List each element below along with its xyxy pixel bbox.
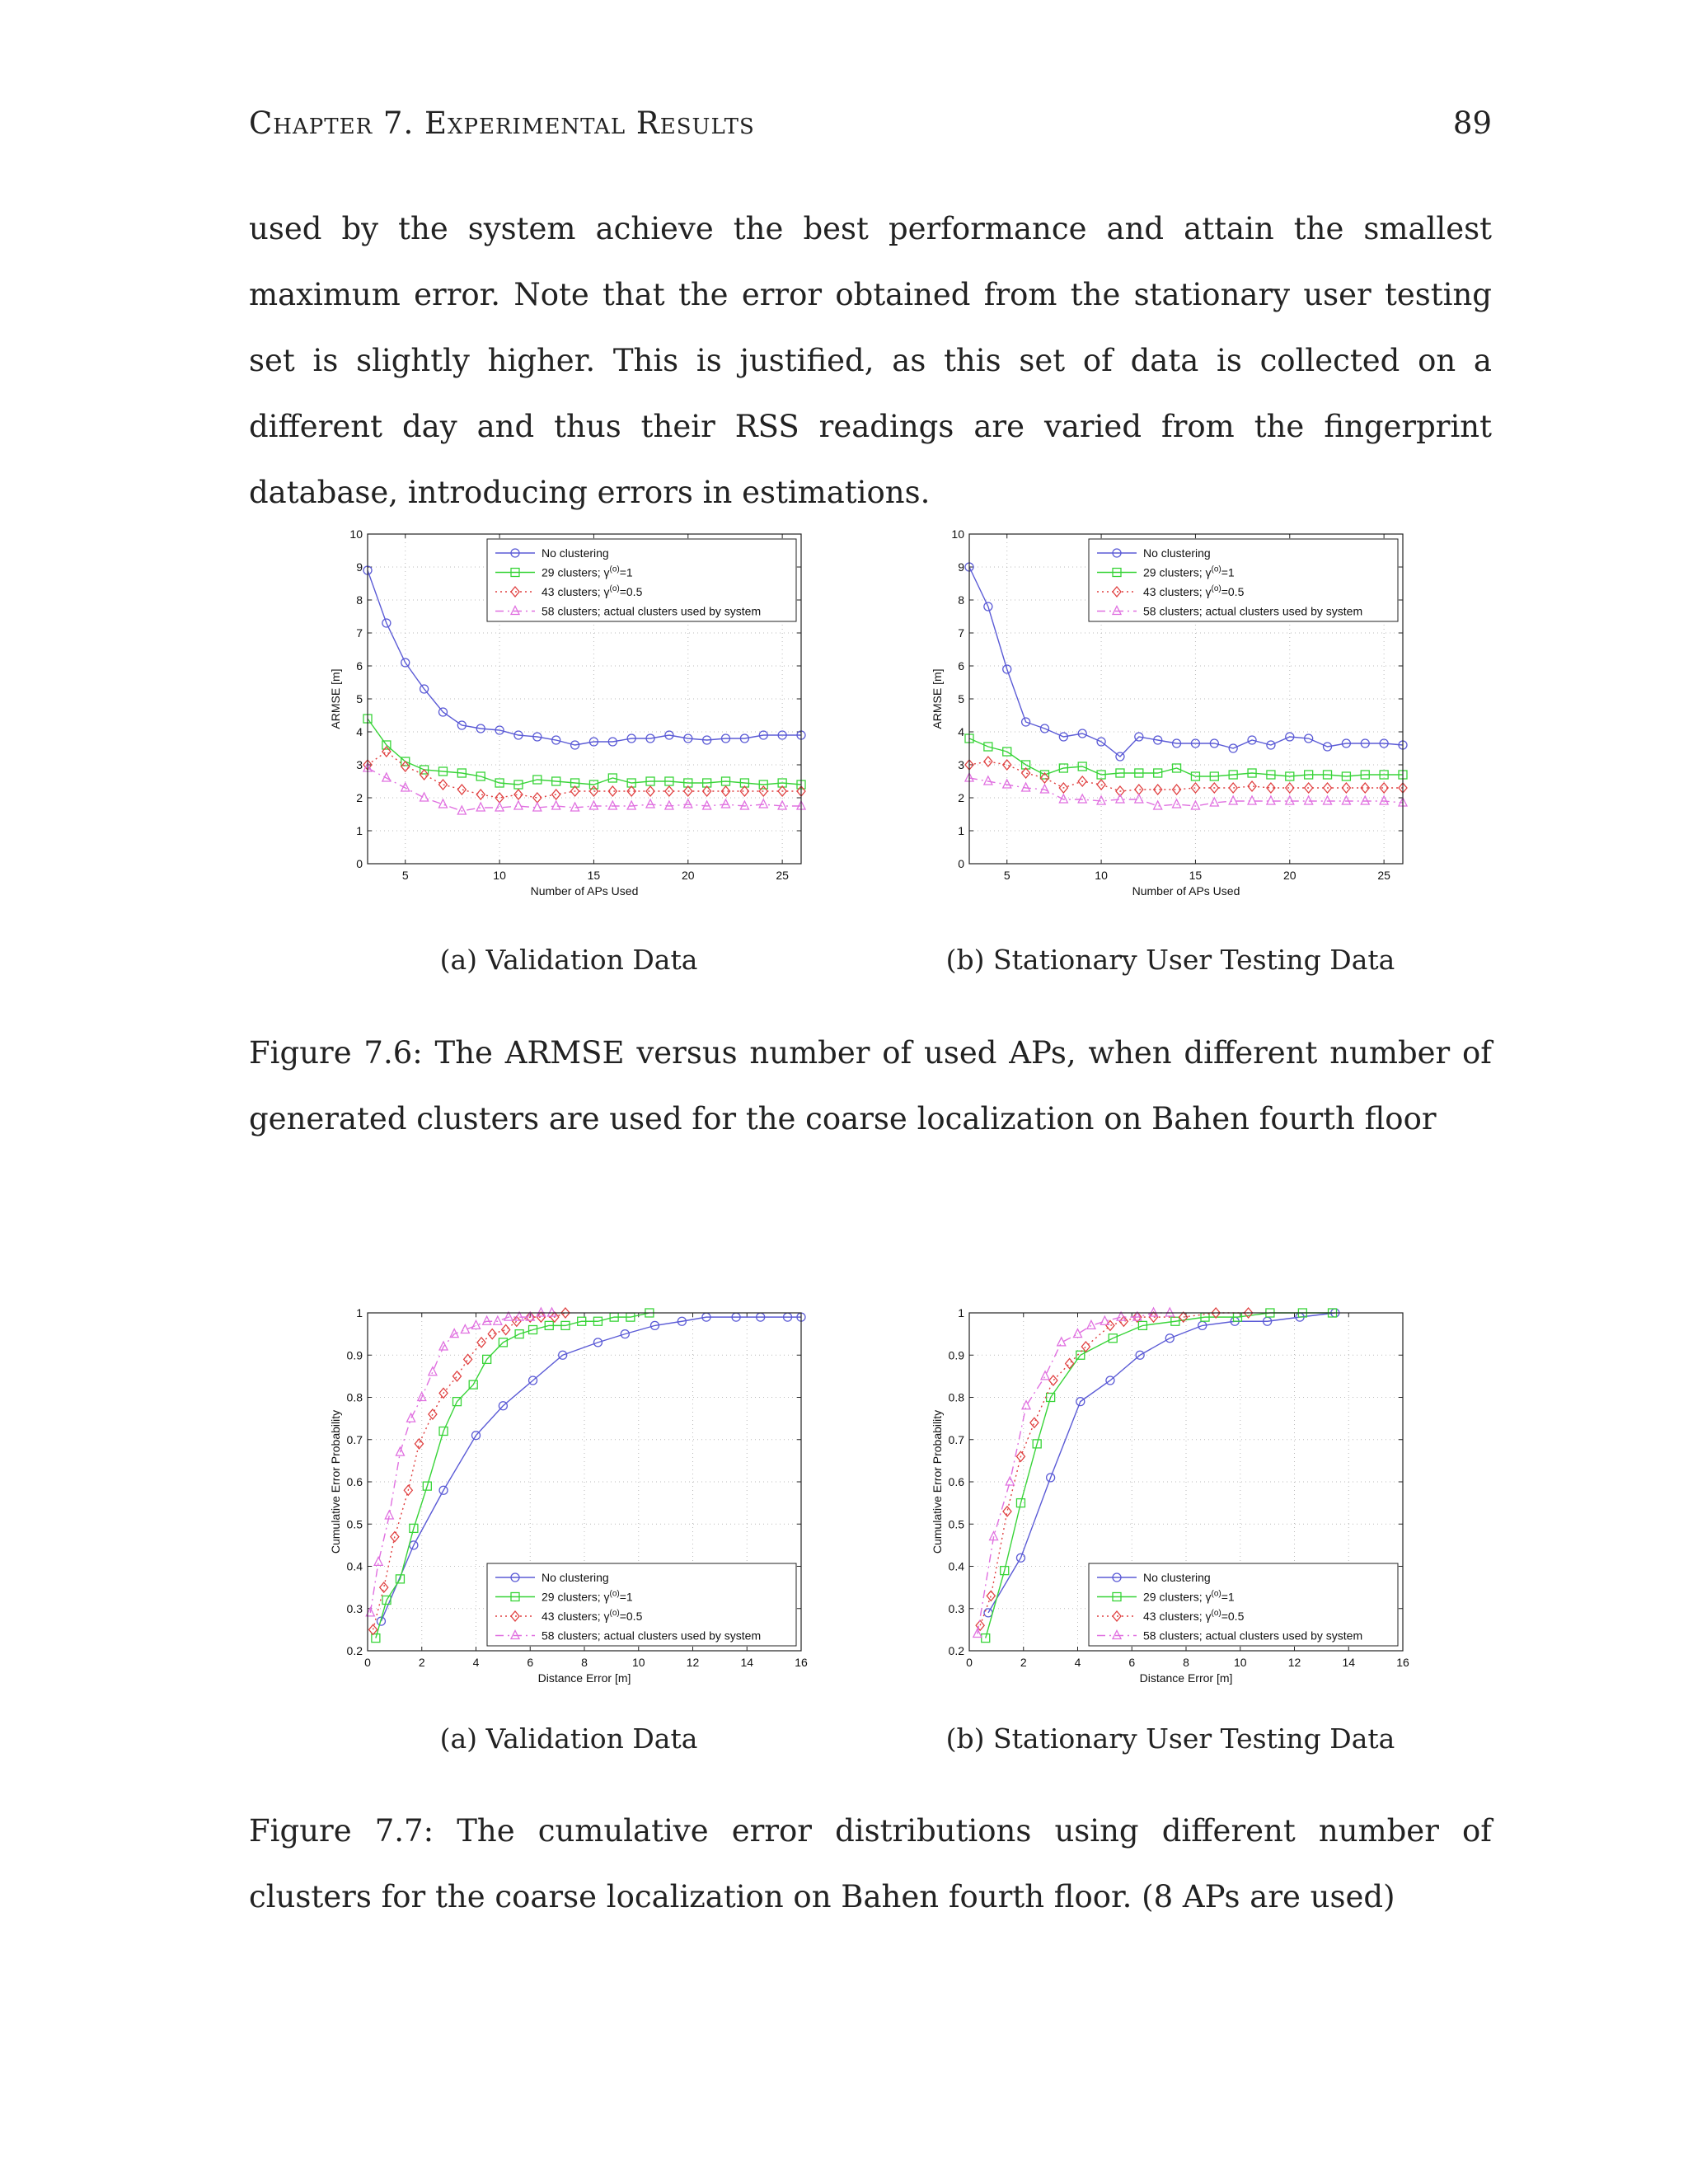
y-tick-label: 3 — [958, 758, 964, 771]
y-tick-label: 0.3 — [948, 1601, 964, 1615]
caption-7-7-text: Figure 7.7: The cumulative error distributions using different number of clusters for the coarse localization on Bahen fourth floor. (8 APs are used) — [249, 1813, 1492, 1915]
x-tick-label: 2 — [418, 1656, 425, 1669]
y-tick-label: 0.5 — [948, 1517, 964, 1531]
legend-label: No clustering — [1143, 1571, 1211, 1584]
y-tick-label: 5 — [356, 692, 363, 705]
legend — [487, 539, 796, 621]
y-tick-label: 6 — [958, 659, 964, 673]
legend-label: 58 clusters; actual clusters used by system — [542, 604, 762, 618]
y-tick-label: 0.3 — [346, 1601, 363, 1615]
body-paragraph — [249, 196, 1492, 526]
y-tick-label: 0.8 — [948, 1390, 964, 1404]
legend-label: 29 clusters; $\gamma^{(o)}=1$ — [542, 565, 633, 579]
y-tick-label: 0 — [356, 857, 363, 870]
x-tick-label: 16 — [1396, 1656, 1409, 1669]
chart-cdf-stationary — [915, 1298, 1409, 1702]
subcaption-7-7b: (b) Stationary User Testing Data — [945, 1722, 1395, 1755]
x-axis-label: Distance Error [m] — [1139, 1671, 1233, 1685]
y-tick-label: 0.5 — [346, 1517, 363, 1531]
x-tick-label: 25 — [776, 869, 789, 882]
y-tick-label: 4 — [356, 725, 363, 738]
legend-label: No clustering — [542, 546, 609, 560]
y-tick-label: 3 — [356, 758, 363, 771]
x-tick-label: 5 — [1003, 869, 1010, 882]
y-tick-label: 10 — [349, 527, 363, 541]
y-tick-label: 0.4 — [346, 1559, 363, 1573]
chart-armse-stationary — [915, 519, 1409, 915]
y-tick-label: 4 — [958, 725, 964, 738]
y-tick-label: 7 — [958, 626, 964, 640]
y-tick-label: 0 — [958, 857, 964, 870]
caption-7-6-text: Figure 7.6: The ARMSE versus number of used APs, when different number of generated clusters are used for the coarse localization on Bahen fourth floor — [249, 1035, 1492, 1137]
paragraph-text: used by the system achieve the best performance and attain the smallest maximum error. Note that the error obtained from the stationary user testing set is slightly higher. This is justified, as this set of data is collected on a different day and thus their RSS readings are varied from the fingerprint database, introducing errors in estimations. — [249, 211, 1492, 510]
y-axis-label: ARMSE [m] — [329, 668, 342, 729]
legend-label: 58 clusters; actual clusters used by system — [1143, 604, 1363, 618]
y-axis-label: Cumulative Error Probability — [329, 1409, 342, 1554]
y-tick-label: 8 — [958, 593, 964, 607]
x-tick-label: 20 — [1282, 869, 1296, 882]
x-axis-label: Number of APs Used — [530, 884, 639, 898]
y-tick-label: 10 — [951, 527, 964, 541]
y-tick-label: 0.4 — [948, 1559, 964, 1573]
subcaption-7-7a: (a) Validation Data — [439, 1722, 698, 1755]
legend-label: 43 clusters; $\gamma^{(o)}=0.5$ — [542, 584, 643, 598]
legend — [487, 1563, 796, 1646]
y-tick-label: 0.8 — [346, 1390, 363, 1404]
x-tick-label: 6 — [1128, 1656, 1136, 1669]
figure-7-6a — [313, 519, 808, 915]
y-axis-label: Cumulative Error Probability — [931, 1409, 944, 1554]
x-tick-label: 10 — [493, 869, 506, 882]
x-tick-label: 8 — [581, 1656, 588, 1669]
legend-label: 29 clusters; $\gamma^{(o)}=1$ — [1143, 1589, 1235, 1604]
x-tick-label: 8 — [1183, 1656, 1189, 1669]
x-axis-label: Distance Error [m] — [537, 1671, 631, 1685]
x-tick-label: 16 — [795, 1656, 808, 1669]
figure-7-7b — [915, 1298, 1409, 1702]
x-tick-label: 2 — [1020, 1656, 1027, 1669]
x-tick-label: 20 — [681, 869, 695, 882]
x-tick-label: 0 — [966, 1656, 973, 1669]
y-tick-label: 1 — [356, 824, 363, 837]
y-tick-label: 0.7 — [346, 1432, 363, 1446]
y-tick-label: 0.7 — [948, 1432, 964, 1446]
chapter-title: Chapter 7. Experimental Results — [249, 105, 755, 141]
x-tick-label: 4 — [472, 1656, 480, 1669]
y-tick-label: 1 — [356, 1306, 363, 1319]
y-tick-label: 8 — [356, 593, 363, 607]
legend-label: No clustering — [542, 1571, 609, 1584]
x-tick-label: 6 — [527, 1656, 534, 1669]
x-tick-label: 15 — [587, 869, 601, 882]
y-tick-label: 1 — [958, 1306, 964, 1319]
page-number: 89 — [1452, 105, 1492, 141]
y-tick-label: 1 — [958, 824, 964, 837]
y-tick-label: 0.6 — [346, 1475, 363, 1488]
y-tick-label: 0.9 — [346, 1348, 363, 1362]
x-tick-label: 12 — [1287, 1656, 1301, 1669]
legend-label: 29 clusters; $\gamma^{(o)}=1$ — [542, 1589, 633, 1604]
page-header — [249, 105, 1492, 147]
chart-armse-validation — [313, 519, 808, 915]
y-tick-label: 9 — [356, 560, 363, 574]
y-tick-label: 2 — [958, 791, 964, 804]
x-tick-label: 25 — [1377, 869, 1390, 882]
x-tick-label: 5 — [401, 869, 409, 882]
y-tick-label: 6 — [356, 659, 363, 673]
y-tick-label: 9 — [958, 560, 964, 574]
x-tick-label: 4 — [1074, 1656, 1081, 1669]
legend — [1089, 1563, 1398, 1646]
legend-label: 43 clusters; $\gamma^{(o)}=0.5$ — [1143, 584, 1245, 598]
x-tick-label: 12 — [686, 1656, 700, 1669]
y-axis-label: ARMSE [m] — [931, 668, 944, 729]
caption-7-6 — [249, 1020, 1492, 1152]
y-tick-label: 0.2 — [346, 1644, 363, 1657]
legend-label: No clustering — [1143, 546, 1211, 560]
subcaption-7-6b: (b) Stationary User Testing Data — [945, 944, 1395, 976]
legend-label: 29 clusters; $\gamma^{(o)}=1$ — [1143, 565, 1235, 579]
x-axis-label: Number of APs Used — [1132, 884, 1240, 898]
legend-label: 58 clusters; actual clusters used by system — [1143, 1629, 1363, 1643]
figure-7-7a — [313, 1298, 808, 1702]
y-tick-label: 0.2 — [948, 1644, 964, 1657]
chart-cdf-validation — [313, 1298, 808, 1702]
x-tick-label: 14 — [740, 1656, 754, 1669]
x-tick-label: 10 — [1095, 869, 1108, 882]
x-tick-label: 10 — [631, 1656, 645, 1669]
caption-7-7 — [249, 1798, 1492, 1930]
subcaption-7-6a: (a) Validation Data — [439, 944, 698, 976]
x-tick-label: 0 — [364, 1656, 371, 1669]
y-tick-label: 0.9 — [948, 1348, 964, 1362]
x-tick-label: 14 — [1342, 1656, 1356, 1669]
legend-label: 58 clusters; actual clusters used by system — [542, 1629, 762, 1643]
legend-label: 43 clusters; $\gamma^{(o)}=0.5$ — [542, 1609, 643, 1623]
legend — [1089, 539, 1398, 621]
y-tick-label: 7 — [356, 626, 363, 640]
y-tick-label: 2 — [356, 791, 363, 804]
legend-label: 43 clusters; $\gamma^{(o)}=0.5$ — [1143, 1609, 1245, 1623]
x-tick-label: 10 — [1233, 1656, 1247, 1669]
y-tick-label: 5 — [958, 692, 964, 705]
figure-7-6b — [915, 519, 1409, 915]
x-tick-label: 15 — [1189, 869, 1203, 882]
y-tick-label: 0.6 — [948, 1475, 964, 1488]
